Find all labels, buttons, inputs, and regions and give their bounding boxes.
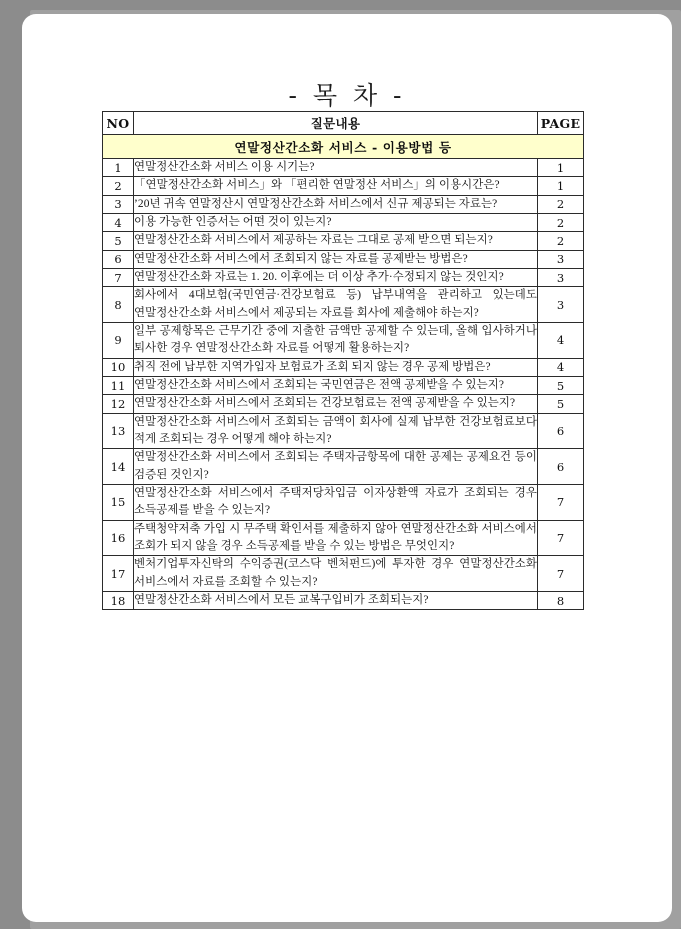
row-question: 연말정산간소화 자료는 1. 20. 이후에는 더 이상 추가·수정되지 않는 것인지? [134, 268, 538, 286]
table-row [103, 213, 584, 231]
row-question: 벤처기업투자신탁의 수익증권(코스닥 벤처펀드)에 투자한 경우 연말정산간소화 서비스에서 자료를 조회할 수 있는지? [134, 556, 538, 592]
row-question: 일부 공제항목은 근무기간 중에 지출한 금액만 공제할 수 있는데, 올해 입사하거나 퇴사한 경우 연말정산간소화 자료를 어떻게 활용하는지? [134, 322, 538, 358]
table-row [103, 449, 584, 485]
row-number: 8 [103, 287, 134, 323]
table-row [103, 520, 584, 556]
row-number: 7 [103, 268, 134, 286]
row-number: 14 [103, 449, 134, 485]
row-number: 18 [103, 591, 134, 609]
row-page-number: 2 [538, 232, 584, 250]
row-question: 연말정산간소화 서비스에서 조회되는 건강보험료는 전액 공제받을 수 있는지? [134, 395, 538, 413]
row-question: ’20년 귀속 연말정산시 연말정산간소화 서비스에서 신규 제공되는 자료는? [134, 195, 538, 213]
row-page-number: 4 [538, 358, 584, 376]
table-header-row [103, 112, 584, 135]
table-row [103, 268, 584, 286]
row-page-number: 5 [538, 376, 584, 394]
row-question: 연말정산간소화 서비스에서 제공하는 자료는 그대로 공제 받으면 되는지? [134, 232, 538, 250]
row-page-number: 7 [538, 484, 584, 520]
document-page [22, 14, 672, 922]
table-row [103, 232, 584, 250]
row-question: 연말정산간소화 서비스에서 조회되지 않는 자료를 공제받는 방법은? [134, 250, 538, 268]
row-question: 연말정산간소화 서비스에서 모든 교복구입비가 조회되는지? [134, 591, 538, 609]
page-content [22, 14, 672, 922]
row-page-number: 5 [538, 395, 584, 413]
row-number: 3 [103, 195, 134, 213]
row-number: 15 [103, 484, 134, 520]
row-page-number: 8 [538, 591, 584, 609]
row-page-number: 3 [538, 268, 584, 286]
table-row [103, 484, 584, 520]
table-row [103, 322, 584, 358]
table-row [103, 413, 584, 449]
row-question: 연말정산간소화 서비스에서 조회되는 금액이 회사에 실제 납부한 건강보험료보다 적게 조회되는 경우 어떻게 해야 하는지? [134, 413, 538, 449]
row-page-number: 7 [538, 556, 584, 592]
table-body [103, 135, 584, 610]
column-header-no: NO [103, 112, 134, 135]
table-row [103, 395, 584, 413]
column-header-page: PAGE [538, 112, 584, 135]
row-question: 주택청약저축 가입 시 무주택 확인서를 제출하지 않아 연말정산간소화 서비스에서 조회가 되지 않을 경우 소득공제를 받을 수 있는 방법은 무엇인지? [134, 520, 538, 556]
row-question: 이용 가능한 인증서는 어떤 것이 있는지? [134, 213, 538, 231]
section-header-row [103, 135, 584, 159]
row-number: 5 [103, 232, 134, 250]
row-number: 4 [103, 213, 134, 231]
row-page-number: 2 [538, 195, 584, 213]
row-question: 연말정산간소화 서비스에서 주택저당차입금 이자상환액 자료가 조회되는 경우 소득공제를 받을 수 있는지? [134, 484, 538, 520]
row-number: 2 [103, 177, 134, 195]
row-question: 취직 전에 납부한 지역가입자 보험료가 조회 되지 않는 경우 공제 방법은? [134, 358, 538, 376]
row-number: 1 [103, 159, 134, 177]
row-question: 「연말정산간소화 서비스」와 「편리한 연말정산 서비스」의 이용시간은? [134, 177, 538, 195]
row-page-number: 1 [538, 159, 584, 177]
row-number: 16 [103, 520, 134, 556]
row-number: 11 [103, 376, 134, 394]
row-number: 10 [103, 358, 134, 376]
row-page-number: 6 [538, 449, 584, 485]
table-row [103, 159, 584, 177]
table-row [103, 358, 584, 376]
row-number: 6 [103, 250, 134, 268]
row-page-number: 3 [538, 287, 584, 323]
row-page-number: 6 [538, 413, 584, 449]
row-number: 9 [103, 322, 134, 358]
table-row [103, 250, 584, 268]
row-page-number: 1 [538, 177, 584, 195]
row-page-number: 4 [538, 322, 584, 358]
row-page-number: 7 [538, 520, 584, 556]
row-question: 연말정산간소화 서비스 이용 시기는? [134, 159, 538, 177]
row-number: 12 [103, 395, 134, 413]
row-page-number: 3 [538, 250, 584, 268]
table-row [103, 556, 584, 592]
row-number: 13 [103, 413, 134, 449]
table-row [103, 287, 584, 323]
column-header-question: 질문내용 [134, 112, 538, 135]
table-header [103, 112, 584, 135]
page-title: - 목 차 - [288, 81, 406, 110]
row-number: 17 [103, 556, 134, 592]
table-row [103, 195, 584, 213]
row-question: 연말정산간소화 서비스에서 조회되는 국민연금은 전액 공제받을 수 있는지? [134, 376, 538, 394]
row-question: 연말정산간소화 서비스에서 조회되는 주택자금항목에 대한 공제는 공제요건 등이 검증된 것인지? [134, 449, 538, 485]
table-row [103, 177, 584, 195]
row-question: 회사에서 4대보험(국민연금·건강보험료 등) 납부내역을 관리하고 있는데도 연말정산간소화 서비스에서 제공되는 자료를 회사에 제출해야 하는지? [134, 287, 538, 323]
row-page-number: 2 [538, 213, 584, 231]
table-row [103, 376, 584, 394]
table-of-contents [102, 111, 584, 610]
section-header-label: 연말정산간소화 서비스 - 이용방법 등 [103, 135, 584, 159]
table-row [103, 591, 584, 609]
